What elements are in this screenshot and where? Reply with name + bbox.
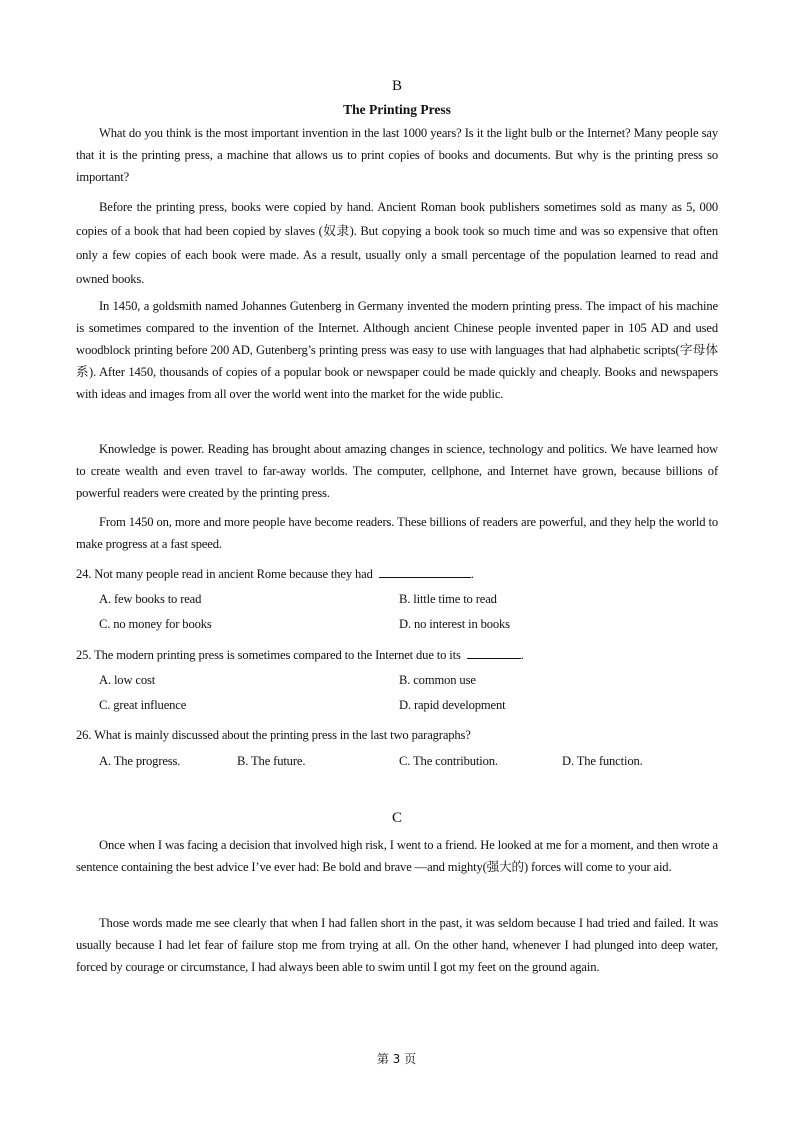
q25-option-b[interactable]: B. common use: [399, 673, 476, 687]
q26-option-b[interactable]: B. The future.: [237, 754, 306, 768]
paragraph-b1: What do you think is the most important invention in the last 1000 years? Is it the light bulb or the Internet? Many people say that it is the printing press, a machine that allows us to print copies of books and documents. But why is the printing press so important?: [76, 126, 718, 184]
paragraph-b4: Knowledge is power. Reading has brought about amazing changes in science, technology and politics. We have learned how to create wealth and even travel to far-away worlds. The computer, cellphone, and Internet have grown, because billions of powerful readers were created by the printing press.: [76, 442, 718, 500]
question-24: 24. Not many people read in ancient Rome because they had .: [76, 567, 474, 581]
answer-blank: [467, 647, 521, 659]
question-number: 25.: [76, 648, 92, 662]
q26-option-a[interactable]: A. The progress.: [99, 754, 181, 768]
paragraph-c1: Once when I was facing a decision that involved high risk, I went to a friend. He looked at me for a moment, and then wrote a sentence containing the best advice I’ve ever had: Be bold and brave —and mighty(强大的) forces will come to your aid.: [76, 838, 718, 874]
q24-option-c[interactable]: C. no money for books: [99, 617, 212, 631]
paragraph-b5: From 1450 on, more and more people have become readers. These billions of readers are powerful, and they help the world to make progress at a fast speed.: [76, 515, 718, 551]
question-26: [76, 728, 718, 743]
q26-option-c[interactable]: C. The contribution.: [399, 754, 498, 768]
paragraph-c2: Those words made me see clearly that when I had fallen short in the past, it was seldom because I had tried and failed. It was usually because I had let fear of failure stop me from trying at all. On the other hand, whenever I had plunged into deep water, forced by courage or circumstance, I had always been able to swim until I got my feet on the ground again.: [76, 916, 718, 974]
q26-option-d[interactable]: D. The function.: [562, 754, 643, 768]
q24-option-b[interactable]: B. little time to read: [399, 592, 497, 606]
answer-blank: [379, 566, 471, 578]
passage-title: The Printing Press: [343, 102, 451, 117]
section-c-heading: C: [391, 810, 402, 826]
section-b-heading: B: [391, 78, 402, 94]
q24-option-a[interactable]: A. few books to read: [99, 592, 202, 606]
question-number: 26.: [76, 728, 92, 742]
paragraph-b2: Before the printing press, books were copied by hand. Ancient Roman book publishers sometimes sold as many as 5, 000 copies of a book that had been copied by slaves (奴隶). But copying a book took so much time and was so expensive that often only a few copies of each book were made. As a result, usually only a small percentage of the population learned to read and owned books.: [76, 200, 718, 286]
question-stem: The modern printing press is sometimes compared to the Internet due to its: [94, 648, 461, 662]
q25-option-a[interactable]: A. low cost: [99, 673, 156, 687]
question-number: 24.: [76, 567, 92, 581]
question-25: 25. The modern printing press is sometimes compared to the Internet due to its .: [76, 648, 524, 662]
q25-option-c[interactable]: C. great influence: [99, 698, 187, 712]
question-stem: Not many people read in ancient Rome because they had: [94, 567, 373, 581]
paragraph-b3: In 1450, a goldsmith named Johannes Gutenberg in Germany invented the modern printing press. The impact of his machine is sometimes compared to the invention of the Internet. Although ancient Chinese people invented paper in 105 AD and used woodblock printing before 200 AD, Gutenberg’s printing press was easy to use with languages that had alphabetic scripts(字母体系). After 1450, thousands of copies of a popular book or newspaper could be made quickly and cheaply. Books and newspapers with ideas and images from all over the world went into the market for the wide public.: [76, 299, 718, 401]
question-stem: What is mainly discussed about the printing press in the last two paragraphs?: [94, 728, 471, 742]
q25-option-d[interactable]: D. rapid development: [399, 698, 506, 712]
page-number: 第 3 页: [376, 1052, 417, 1066]
q24-option-d[interactable]: D. no interest in books: [399, 617, 510, 631]
